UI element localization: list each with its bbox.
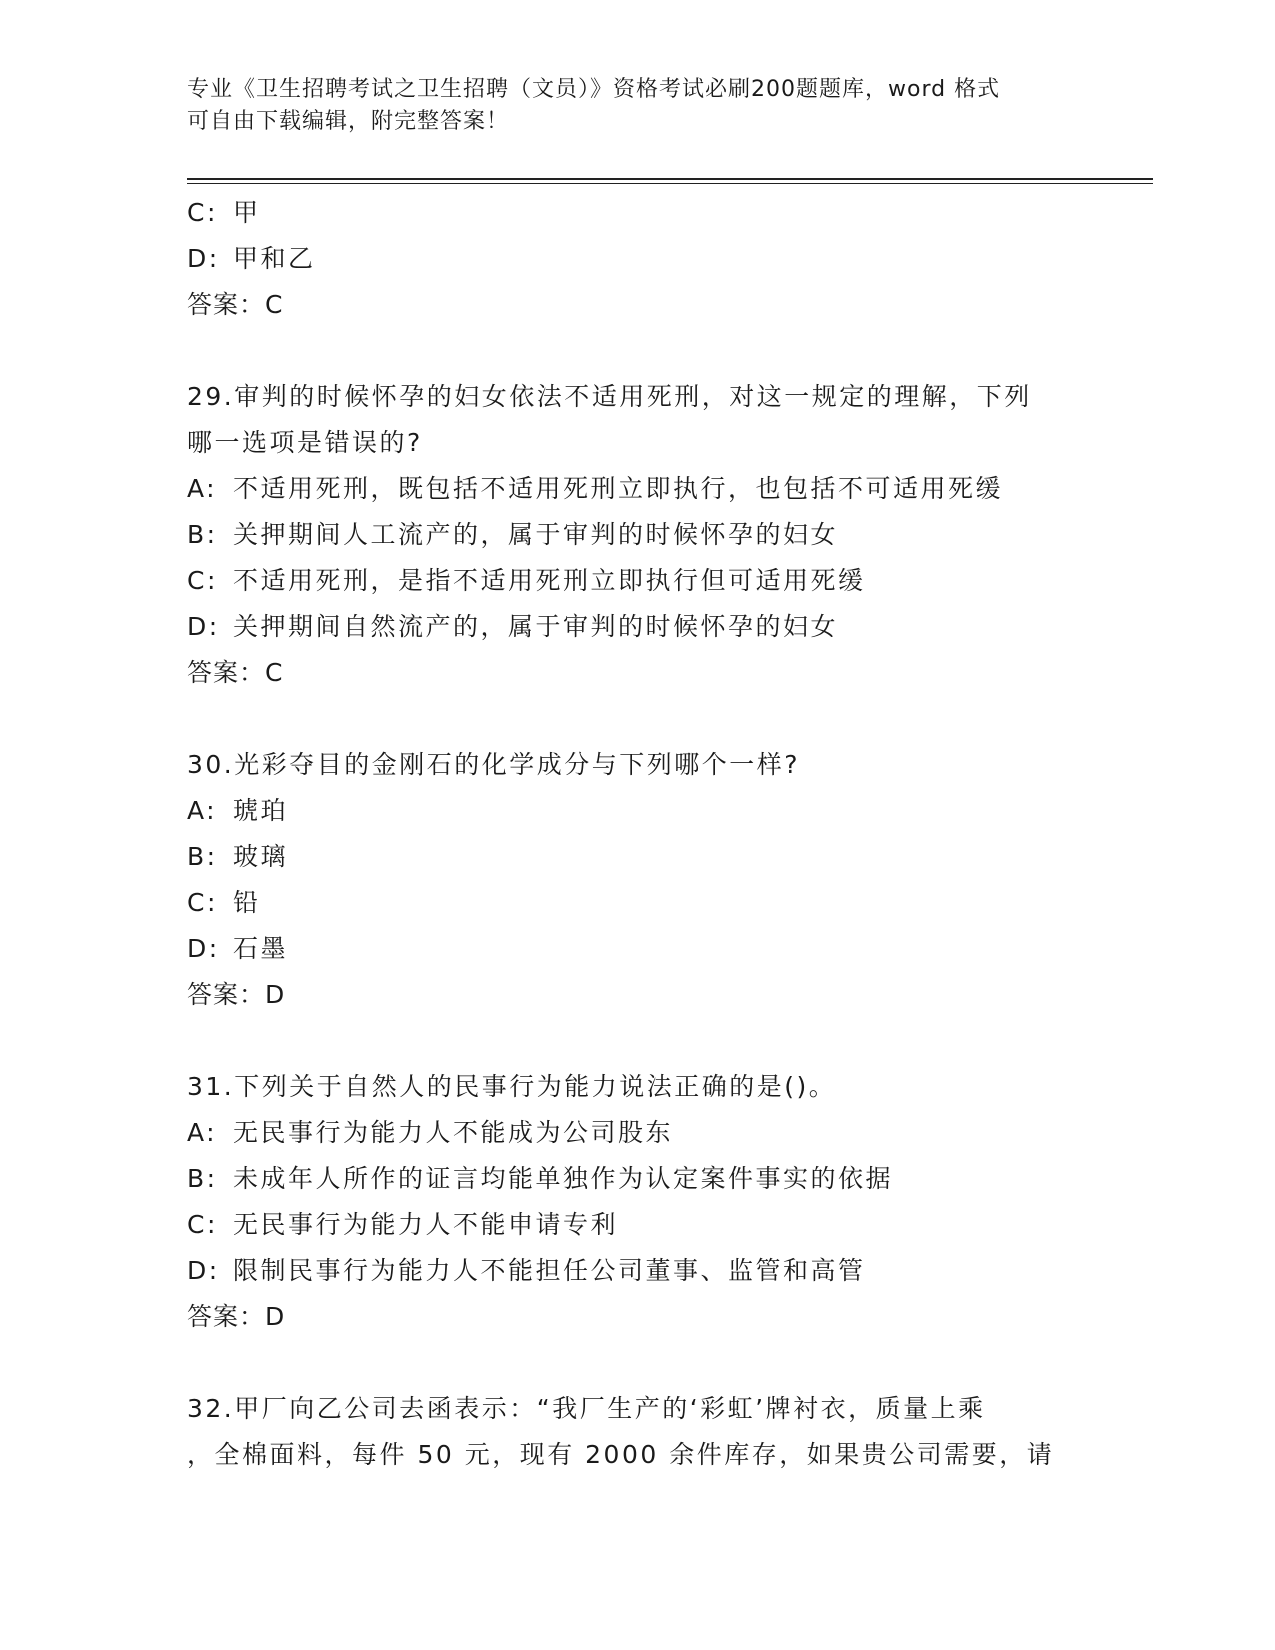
question-stem-line: 30.光彩夺目的金刚石的化学成分与下列哪个一样? [187, 750, 801, 779]
option-label: A: [187, 1118, 218, 1147]
answer-line: 答案：C [187, 290, 284, 319]
header-rule-thin [187, 183, 1153, 184]
option-a [187, 466, 1087, 512]
option-text: 不适用死刑，是指不适用死刑立即执行但可适用死缓 [233, 566, 866, 595]
option-label: D: [187, 1256, 220, 1285]
option-text: 甲 [233, 198, 261, 227]
prev-question [187, 190, 1087, 328]
question-stem-line: 31.下列关于自然人的民事行为能力说法正确的是()。 [187, 1072, 837, 1101]
option-text: 无民事行为能力人不能申请专利 [233, 1210, 619, 1239]
spacer [187, 328, 1087, 374]
option-text: 石墨 [233, 934, 289, 963]
option-text: 铅 [233, 888, 261, 917]
question-body [187, 190, 1087, 1478]
option-text: 玻璃 [233, 842, 289, 871]
answer-line: 答案：D [187, 1302, 286, 1331]
option-a [187, 788, 1087, 834]
option-label: C: [187, 888, 218, 917]
option-label: D: [187, 612, 220, 641]
question-stem-line: 32.甲厂向乙公司去函表示：“我厂生产的‘彩虹’牌衬衣，质量上乘 [187, 1394, 986, 1423]
option-text: 琥珀 [233, 796, 289, 825]
option-text: 无民事行为能力人不能成为公司股东 [233, 1118, 674, 1147]
option-text: 关押期间自然流产的，属于审判的时候怀孕的妇女 [233, 612, 839, 641]
option-label: A: [187, 474, 218, 503]
question-stem-line: 哪一选项是错误的? [187, 428, 423, 457]
option-c [187, 1202, 1087, 1248]
option-label: D: [187, 934, 220, 963]
option-text: 关押期间人工流产的，属于审判的时候怀孕的妇女 [233, 520, 839, 549]
question-29 [187, 374, 1087, 696]
question-32 [187, 1386, 1087, 1478]
option-label: D: [187, 244, 220, 273]
option-label: C: [187, 566, 218, 595]
option-c [187, 558, 1087, 604]
option-label: C: [187, 1210, 218, 1239]
question-30 [187, 742, 1087, 1018]
option-label: C: [187, 198, 218, 227]
option-b [187, 1156, 1087, 1202]
question-31 [187, 1064, 1087, 1340]
option-a [187, 1110, 1087, 1156]
answer-line: 答案：C [187, 658, 284, 687]
option-b [187, 834, 1087, 880]
option-text: 未成年人所作的证言均能单独作为认定案件事实的依据 [233, 1164, 894, 1193]
option-d [187, 1248, 1087, 1294]
spacer [187, 1340, 1087, 1386]
spacer [187, 1018, 1087, 1064]
question-stem-line: ，全棉面料，每件 50 元，现有 2000 余件库存，如果贵公司需要，请 [187, 1440, 1055, 1469]
answer-line: 答案：D [187, 980, 286, 1009]
option-d [187, 926, 1087, 972]
header-line-1: 专业《卫生招聘考试之卫生招聘（文员）》资格考试必刷200题题库，word 格式 [187, 77, 1001, 102]
document-header [187, 74, 1087, 138]
option-text: 限制民事行为能力人不能担任公司董事、监管和高管 [233, 1256, 866, 1285]
option-label: B: [187, 842, 218, 871]
option-b [187, 512, 1087, 558]
option-label: B: [187, 1164, 218, 1193]
question-stem-line: 29.审判的时候怀孕的妇女依法不适用死刑，对这一规定的理解，下列 [187, 382, 1032, 411]
spacer [187, 696, 1087, 742]
option-c [187, 880, 1087, 926]
option-d [187, 604, 1087, 650]
option-label: B: [187, 520, 218, 549]
option-d [187, 236, 1087, 282]
header-line-2: 可自由下载编辑，附完整答案！ [187, 109, 510, 134]
option-text: 不适用死刑，既包括不适用死刑立即执行，也包括不可适用死缓 [233, 474, 1004, 503]
header-rule-thick [187, 178, 1153, 180]
option-c [187, 190, 1087, 236]
option-label: A: [187, 796, 218, 825]
option-text: 甲和乙 [233, 244, 316, 273]
